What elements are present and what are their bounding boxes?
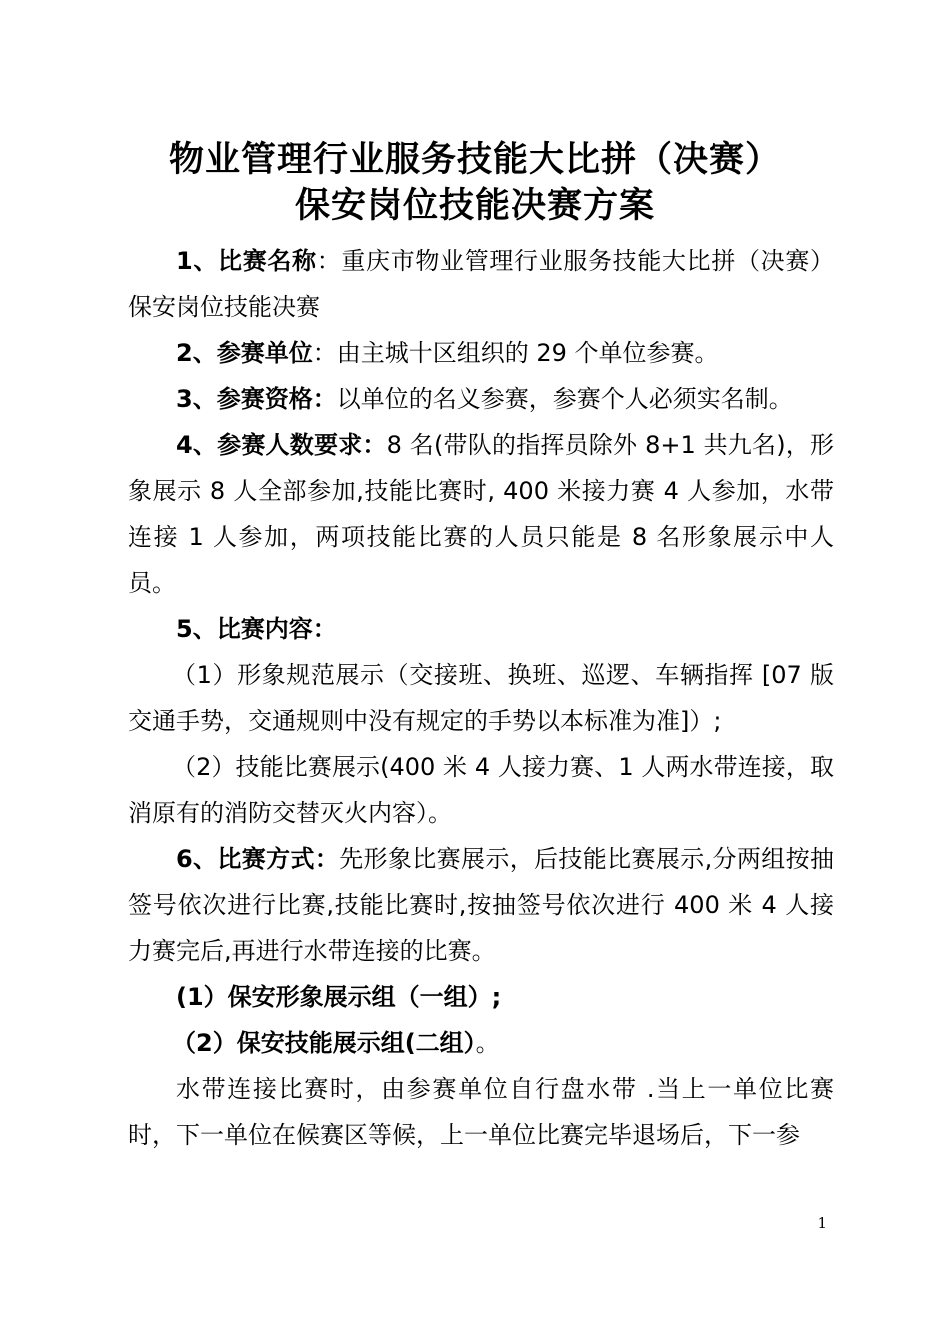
page-number: 1 (817, 1214, 827, 1232)
document-body (128, 238, 834, 1158)
paragraph-label: 5、比赛内容： (176, 615, 337, 643)
paragraph-text: 8 名(带队的指挥员除外 8+1 共九名)，形象展示 8 人全部参加,技能比赛时, 400 米接力赛 4 人参加，水带连接 1 人参加，两项技能比赛的人员只能是 8 名形象展示中人员。 (128, 431, 834, 597)
paragraph-label: 6、比赛方式： (176, 845, 340, 873)
paragraph-text: 。 (475, 1029, 500, 1057)
paragraph-text: 以单位的名义参赛，参赛个人必须实名制。 (336, 385, 793, 413)
paragraph-competition-method (128, 836, 834, 974)
paragraph-content-item-2 (128, 744, 834, 836)
paragraph-hose-rules (128, 1066, 834, 1158)
paragraph-headcount (128, 422, 834, 606)
paragraph-text: 先形象比赛展示，后技能比赛展示,分两组按抽签号依次进行比赛,技能比赛时,按抽签号依次进行 400 米 4 人接力赛完后,再进行水带连接的比赛。 (128, 845, 834, 965)
paragraph-group-2 (128, 1020, 834, 1066)
document-title-line-1: 物业管理行业服务技能大比拼（决赛） (168, 139, 781, 180)
paragraph-participating-units (128, 330, 834, 376)
paragraph-label: 3、参赛资格： (176, 385, 337, 413)
paragraph-label: 2、参赛单位 (176, 339, 313, 367)
paragraph-text: （2）技能比赛展示(400 米 4 人接力赛、1 人两水带连接，取消原有的消防交替灭火内容）。 (128, 753, 834, 827)
paragraph-label: 4、参赛人数要求： (176, 431, 387, 459)
paragraph-content-heading (128, 606, 834, 652)
paragraph-label: （2）保安技能展示组(二组） (172, 1029, 476, 1057)
paragraph-text: ：由主城十区组织的 29 个单位参赛。 (312, 339, 719, 367)
paragraph-qualification (128, 376, 834, 422)
paragraph-text: ：重庆市物业管理行业服务技能大比拼（决赛）保安岗位技能决赛 (128, 247, 835, 321)
paragraph-label: (1）保安形象展示组（一组）; (176, 983, 502, 1011)
paragraph-group-1 (128, 974, 834, 1020)
paragraph-competition-name (128, 238, 834, 330)
paragraph-text: 水带连接比赛时，由参赛单位自行盘水带 .当上一单位比赛时，下一单位在候赛区等候，上一单位比赛完毕退场后，下一参 (128, 1075, 834, 1149)
document-title-line-2: 保安岗位技能决赛方案 (294, 185, 655, 226)
paragraph-text: （1）形象规范展示（交接班、换班、巡逻、车辆指挥 [07 版交通手势，交通规则中没有规定的手势以本标准为准]）; (128, 661, 834, 735)
paragraph-label: 1、比赛名称 (176, 247, 317, 275)
paragraph-content-item-1 (128, 652, 834, 744)
